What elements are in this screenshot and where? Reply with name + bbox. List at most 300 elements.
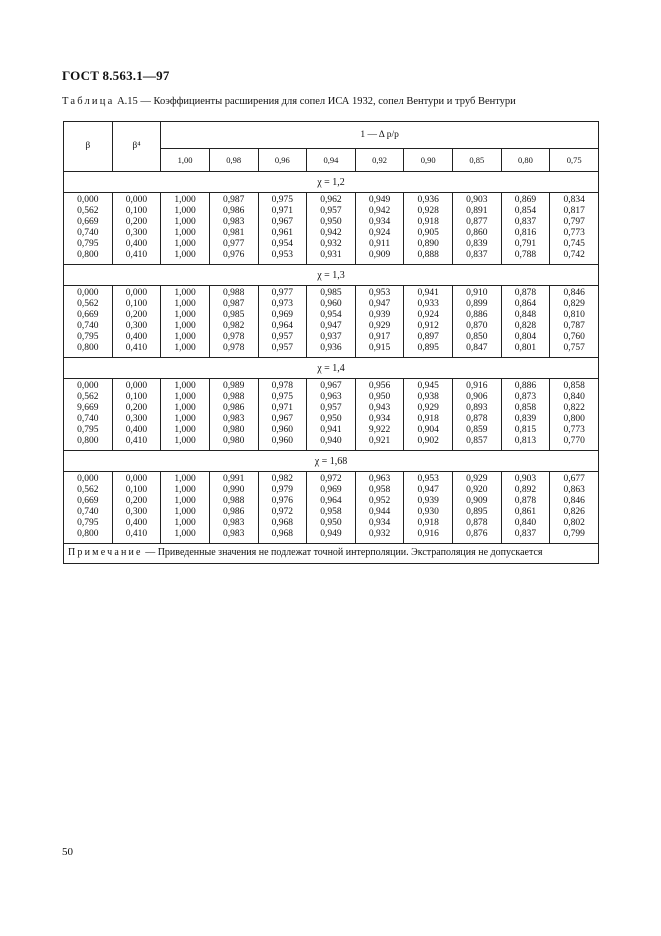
table-cell: 0,977 xyxy=(271,288,293,298)
table-cell: 0,928 xyxy=(417,206,439,216)
table-cell: 0,969 xyxy=(320,485,342,495)
coefficient-column xyxy=(355,472,404,544)
table-cell: 0,915 xyxy=(368,343,391,353)
table-caption-text: А.15 — Коэффициенты расширения для сопел ИСА 1932, сопел Вентури и труб Вентури xyxy=(114,96,516,107)
table-cell: 0,972 xyxy=(320,474,342,484)
table-row xyxy=(64,472,599,544)
table-cell: 0,816 xyxy=(514,228,537,238)
table-cell: 0,742 xyxy=(563,250,585,260)
table-cell: 0,878 xyxy=(466,518,488,528)
table-cell: 0,858 xyxy=(563,381,585,391)
table-cell: 0,934 xyxy=(368,518,391,528)
table-cell: 0,976 xyxy=(223,250,245,260)
table-cell: 0,939 xyxy=(417,496,439,506)
table-cell: 0,983 xyxy=(223,217,245,227)
table-cell: 0,964 xyxy=(271,321,293,331)
table-cell: 0,773 xyxy=(563,425,585,435)
table-cell: 0,904 xyxy=(417,425,439,435)
table-cell: 0,939 xyxy=(368,310,391,320)
table-cell: 0,960 xyxy=(271,425,293,435)
table-cell: 0,800 xyxy=(563,414,585,424)
table-cell: 0,800 xyxy=(77,529,99,539)
table-cell: 1,000 xyxy=(174,288,196,298)
header-ratio: 1,00 xyxy=(161,149,210,172)
table-cell: 0,847 xyxy=(466,343,488,353)
table-cell: 0,890 xyxy=(417,239,439,249)
table-cell: 0,982 xyxy=(271,474,293,484)
coefficient-column xyxy=(307,472,356,544)
table-cell: 0,990 xyxy=(223,485,245,495)
table-cell: 0,932 xyxy=(320,239,342,249)
beta4-column xyxy=(112,472,161,544)
table-cell: 0,972 xyxy=(271,507,293,517)
coefficient-column xyxy=(258,472,307,544)
table-cell: 0,983 xyxy=(223,414,245,424)
table-cell: 0,957 xyxy=(320,206,342,216)
table-cell: 0,858 xyxy=(514,403,537,413)
coefficient-column xyxy=(404,193,453,265)
table-cell: 0,978 xyxy=(223,332,245,342)
table-cell: 1,000 xyxy=(174,239,196,249)
table-cell: 0,200 xyxy=(125,310,148,320)
table-cell: 0,947 xyxy=(368,299,391,309)
table-cell: 0,933 xyxy=(417,299,439,309)
table-cell: 0,911 xyxy=(369,239,391,249)
beta4-column xyxy=(112,379,161,451)
table-cell: 0,957 xyxy=(271,343,293,353)
table-cell: 0,878 xyxy=(514,496,537,506)
page-number: 50 xyxy=(62,846,73,858)
table-cell: 0,988 xyxy=(223,496,245,506)
table-cell: 0,949 xyxy=(368,195,391,205)
table-cell: 0,840 xyxy=(563,392,585,402)
coefficient-column xyxy=(550,379,599,451)
table-cell: 1,000 xyxy=(174,392,196,402)
coefficient-column xyxy=(307,379,356,451)
table-cell: 0,963 xyxy=(320,392,342,402)
table-cell: 0,100 xyxy=(125,392,148,402)
table-cell: 0,949 xyxy=(320,529,342,539)
table-cell: 0,918 xyxy=(417,217,439,227)
table-cell: 0,870 xyxy=(466,321,488,331)
table-cell: 0,200 xyxy=(125,217,148,227)
table-cell: 0,878 xyxy=(466,414,488,424)
table-cell: 0,942 xyxy=(368,206,391,216)
table-cell: 0,829 xyxy=(563,299,585,309)
table-cell: 0,300 xyxy=(125,228,148,238)
table-cell: 0,837 xyxy=(514,217,537,227)
table-cell: 0,909 xyxy=(466,496,488,506)
table-cell: 0,813 xyxy=(514,436,537,446)
table-cell: 1,000 xyxy=(174,485,196,495)
table-cell: 0,562 xyxy=(77,299,99,309)
table-cell: 0,957 xyxy=(320,403,342,413)
table-cell: 0,905 xyxy=(417,228,439,238)
table-cell: 0,991 xyxy=(223,474,245,484)
table-cell: 0,985 xyxy=(223,310,245,320)
table-cell: 0,837 xyxy=(466,250,488,260)
coefficient-column xyxy=(209,286,258,358)
beta4-column xyxy=(112,286,161,358)
coefficient-column xyxy=(501,286,550,358)
table-cell: 1,000 xyxy=(174,343,196,353)
coefficient-column xyxy=(161,379,210,451)
table-cell: 0,863 xyxy=(563,485,585,495)
table-cell: 0,989 xyxy=(223,381,245,391)
table-cell: 0,899 xyxy=(466,299,488,309)
table-cell: 0,791 xyxy=(514,239,537,249)
beta-column xyxy=(64,193,113,265)
table-cell: 0,562 xyxy=(77,485,99,495)
chi-label: χ = 1,4 xyxy=(64,358,599,379)
table-cell: 0,960 xyxy=(271,436,293,446)
table-cell: 0,934 xyxy=(368,217,391,227)
table-cell: 0,770 xyxy=(563,436,585,446)
table-cell: 0,861 xyxy=(514,507,537,517)
table-cell: 0,956 xyxy=(368,381,391,391)
table-cell: 1,000 xyxy=(174,496,196,506)
table-cell: 0,936 xyxy=(320,343,342,353)
table-cell: 0,953 xyxy=(271,250,293,260)
table-cell: 0,892 xyxy=(514,485,537,495)
table-cell: 0,943 xyxy=(368,403,391,413)
table-cell: 0,400 xyxy=(125,239,148,249)
table-note xyxy=(64,544,599,564)
table-cell: 0,986 xyxy=(223,507,245,517)
table-cell: 0,410 xyxy=(125,529,148,539)
table-cell: 0,826 xyxy=(563,507,585,517)
table-cell: 0,941 xyxy=(417,288,439,298)
table-cell: 0,917 xyxy=(368,332,391,342)
coefficient-column xyxy=(355,379,404,451)
table-cell: 0,938 xyxy=(417,392,439,402)
header-beta4: β⁴ xyxy=(112,122,161,172)
table-cell: 0,677 xyxy=(563,474,585,484)
table-cell: 0,967 xyxy=(320,381,342,391)
table-cell: 0,903 xyxy=(514,474,537,484)
table-cell: 0,969 xyxy=(271,310,293,320)
table-cell: 0,893 xyxy=(466,403,488,413)
table-cell: 1,000 xyxy=(174,381,196,391)
table-cell: 0,910 xyxy=(466,288,488,298)
coefficient-column xyxy=(501,379,550,451)
table-cell: 0,934 xyxy=(368,414,391,424)
table-cell: 0,958 xyxy=(320,507,342,517)
table-cell: 0,981 xyxy=(223,228,245,238)
expansion-coefficient-table xyxy=(63,121,599,564)
table-cell: 0,795 xyxy=(77,518,99,528)
table-caption xyxy=(62,96,602,107)
table-cell: 0,985 xyxy=(320,288,342,298)
table-cell: 0,988 xyxy=(223,288,245,298)
table-cell: 1,000 xyxy=(174,217,196,227)
coefficient-column xyxy=(209,472,258,544)
table-cell: 0,978 xyxy=(223,343,245,353)
table-cell: 0,912 xyxy=(417,321,439,331)
table-cell: 0,950 xyxy=(320,414,342,424)
table-cell: 0,562 xyxy=(77,392,99,402)
table-cell: 0,800 xyxy=(77,436,99,446)
table-cell: 0,929 xyxy=(466,474,488,484)
table-cell: 0,954 xyxy=(271,239,293,249)
table-cell: 0,795 xyxy=(77,239,99,249)
table-cell: 0,410 xyxy=(125,436,148,446)
table-cell: 0,804 xyxy=(514,332,537,342)
table-cell: 0,864 xyxy=(514,299,537,309)
table-cell: 0,921 xyxy=(368,436,391,446)
coefficient-column xyxy=(258,286,307,358)
coefficient-column xyxy=(161,193,210,265)
table-cell: 0,953 xyxy=(417,474,439,484)
header-pressure-ratio: 1 — Δ p/p xyxy=(161,122,599,149)
table-cell: 1,000 xyxy=(174,332,196,342)
header-ratio: 0,90 xyxy=(404,149,453,172)
table-cell: 0,978 xyxy=(271,381,293,391)
table-cell: 0,963 xyxy=(368,474,391,484)
table-cell: 0,869 xyxy=(514,195,537,205)
table-cell: 0,906 xyxy=(466,392,488,402)
coefficient-column xyxy=(161,472,210,544)
table-cell: 0,929 xyxy=(417,403,439,413)
document-code: ГОСТ 8.563.1—97 xyxy=(62,68,170,83)
table-cell: 0,942 xyxy=(320,228,342,238)
table-cell: 1,000 xyxy=(174,403,196,413)
table-cell: 0,828 xyxy=(514,321,537,331)
coefficient-column xyxy=(355,193,404,265)
table-cell: 0,897 xyxy=(417,332,439,342)
coefficient-column xyxy=(550,472,599,544)
header-ratio: 0,80 xyxy=(501,149,550,172)
table-cell: 0,983 xyxy=(223,529,245,539)
table-cell: 0,902 xyxy=(417,436,439,446)
table-cell: 0,846 xyxy=(563,288,585,298)
table-cell: 0,920 xyxy=(466,485,488,495)
table-cell: 0,740 xyxy=(77,507,99,517)
chi-section-header xyxy=(64,265,599,286)
table-cell: 0,891 xyxy=(466,206,488,216)
table-cell: 0,100 xyxy=(125,299,148,309)
table-cell: 0,788 xyxy=(514,250,537,260)
chi-section-header xyxy=(64,172,599,193)
table-cell: 0,000 xyxy=(77,195,99,205)
beta-column xyxy=(64,286,113,358)
table-cell: 9,922 xyxy=(368,425,391,435)
coefficient-column xyxy=(404,379,453,451)
chi-label: χ = 1,3 xyxy=(64,265,599,286)
table-cell: 0,846 xyxy=(563,496,585,506)
table-cell: 1,000 xyxy=(174,436,196,446)
table-cell: 0,837 xyxy=(514,529,537,539)
beta-column xyxy=(64,472,113,544)
table-cell: 0,787 xyxy=(563,321,585,331)
table-cell: 0,962 xyxy=(320,195,342,205)
coefficient-column xyxy=(404,472,453,544)
table-cell: 0,740 xyxy=(77,228,99,238)
table-cell: 0,977 xyxy=(223,239,245,249)
table-cell: 0,000 xyxy=(77,288,99,298)
table-head xyxy=(64,122,599,172)
table-cell: 1,000 xyxy=(174,321,196,331)
table-cell: 0,957 xyxy=(271,332,293,342)
table-cell: 0,802 xyxy=(563,518,585,528)
table-cell: 0,801 xyxy=(514,343,537,353)
table-cell: 0,945 xyxy=(417,381,439,391)
table-cell: 0,562 xyxy=(77,206,99,216)
table-cell: 0,987 xyxy=(223,299,245,309)
table-cell: 1,000 xyxy=(174,425,196,435)
chi-label: χ = 1,68 xyxy=(64,451,599,472)
table-cell: 0,958 xyxy=(368,485,391,495)
table-cell: 0,876 xyxy=(466,529,488,539)
table-cell: 0,895 xyxy=(466,507,488,517)
table-cell: 0,947 xyxy=(320,321,342,331)
chi-label: χ = 1,2 xyxy=(64,172,599,193)
table-cell: 0,857 xyxy=(466,436,488,446)
table-cell: 0,795 xyxy=(77,332,99,342)
table-cell: 0,986 xyxy=(223,206,245,216)
table-row xyxy=(64,193,599,265)
table-cell: 0,987 xyxy=(223,195,245,205)
table-cell: 0,815 xyxy=(514,425,537,435)
table-cell: 0,940 xyxy=(320,436,342,446)
table-cell: 0,873 xyxy=(514,392,537,402)
table-cell: 0,200 xyxy=(125,403,148,413)
table-cell: 0,797 xyxy=(563,217,585,227)
table-cell: 0,988 xyxy=(223,392,245,402)
table-cell: 0,918 xyxy=(417,518,439,528)
table-cell: 0,909 xyxy=(368,250,391,260)
table-cell: 0,967 xyxy=(271,414,293,424)
table-cell: 0,968 xyxy=(271,518,293,528)
table-caption-label: Таблица xyxy=(62,96,115,107)
header-ratio: 0,94 xyxy=(307,149,356,172)
table-cell: 0,745 xyxy=(563,239,585,249)
table-cell: 0,000 xyxy=(125,381,148,391)
table-cell: 0,859 xyxy=(466,425,488,435)
table-cell: 0,950 xyxy=(320,217,342,227)
table-cell: 0,854 xyxy=(514,206,537,216)
coefficient-column xyxy=(355,286,404,358)
table-cell: 1,000 xyxy=(174,250,196,260)
chi-section-header xyxy=(64,358,599,379)
coefficient-column xyxy=(209,193,258,265)
table-cell: 0,000 xyxy=(77,381,99,391)
table-cell: 0,773 xyxy=(563,228,585,238)
coefficient-column xyxy=(161,286,210,358)
table-cell: 0,400 xyxy=(125,518,148,528)
coefficient-column xyxy=(209,379,258,451)
beta-column xyxy=(64,379,113,451)
table-cell: 0,967 xyxy=(271,217,293,227)
table-cell: 0,000 xyxy=(125,288,148,298)
table-cell: 0,740 xyxy=(77,414,99,424)
table-cell: 0,760 xyxy=(563,332,585,342)
coefficient-column xyxy=(404,286,453,358)
table-cell: 1,000 xyxy=(174,206,196,216)
table-cell: 0,200 xyxy=(125,496,148,506)
table-cell: 1,000 xyxy=(174,310,196,320)
table-cell: 1,000 xyxy=(174,299,196,309)
table-cell: 0,975 xyxy=(271,195,293,205)
table-cell: 0,669 xyxy=(77,310,99,320)
table-cell: 0,886 xyxy=(466,310,488,320)
coefficient-column xyxy=(453,379,502,451)
coefficient-column xyxy=(453,193,502,265)
table-cell: 0,669 xyxy=(77,496,99,506)
table-cell: 0,817 xyxy=(563,206,585,216)
table-cell: 0,941 xyxy=(320,425,342,435)
table-cell: 0,950 xyxy=(368,392,391,402)
table-cell: 0,930 xyxy=(417,507,439,517)
table-cell: 0,975 xyxy=(271,392,293,402)
table-cell: 0,400 xyxy=(125,425,148,435)
table-cell: 0,822 xyxy=(563,403,585,413)
table-cell: 0,964 xyxy=(320,496,342,506)
table-cell: 0,924 xyxy=(368,228,391,238)
table-cell: 0,834 xyxy=(563,195,585,205)
table-cell: 0,971 xyxy=(271,403,293,413)
beta4-column xyxy=(112,193,161,265)
coefficient-column xyxy=(453,472,502,544)
table-cell: 0,929 xyxy=(368,321,391,331)
table-cell: 0,100 xyxy=(125,206,148,216)
table-cell: 0,000 xyxy=(77,474,99,484)
table-cell: 0,877 xyxy=(466,217,488,227)
table-cell: 0,810 xyxy=(563,310,585,320)
table-cell: 0,903 xyxy=(466,195,488,205)
table-cell: 0,968 xyxy=(271,529,293,539)
table-cell: 0,979 xyxy=(271,485,293,495)
coefficient-column xyxy=(307,286,356,358)
header-beta: β xyxy=(64,122,113,172)
table-cell: 0,960 xyxy=(320,299,342,309)
table-cell: 0,795 xyxy=(77,425,99,435)
note-text: — Приведенные значения не подлежат точной интерполяции. Экстраполяция не допускается xyxy=(142,547,543,558)
table-cell: 0,757 xyxy=(563,343,585,353)
table-cell: 0,931 xyxy=(320,250,342,260)
table-cell: 0,839 xyxy=(466,239,488,249)
coefficient-column xyxy=(453,286,502,358)
table-cell: 0,100 xyxy=(125,485,148,495)
table-cell: 0,971 xyxy=(271,206,293,216)
table-cell: 0,937 xyxy=(320,332,342,342)
table-cell: 0,954 xyxy=(320,310,342,320)
header-ratio: 0,98 xyxy=(209,149,258,172)
table-cell: 0,918 xyxy=(417,414,439,424)
table-cell: 0,669 xyxy=(77,217,99,227)
table-cell: 0,944 xyxy=(368,507,391,517)
table-cell: 0,895 xyxy=(417,343,439,353)
header-ratio: 0,92 xyxy=(355,149,404,172)
coefficient-column xyxy=(258,193,307,265)
table-cell: 0,982 xyxy=(223,321,245,331)
table-cell: 0,947 xyxy=(417,485,439,495)
table-cell: 0,916 xyxy=(417,529,439,539)
table-cell: 0,860 xyxy=(466,228,488,238)
table-cell: 1,000 xyxy=(174,507,196,517)
note-label: Примечание xyxy=(68,547,143,558)
table-cell: 0,936 xyxy=(417,195,439,205)
table-cell: 1,000 xyxy=(174,529,196,539)
table-cell: 0,300 xyxy=(125,414,148,424)
table-cell: 0,800 xyxy=(77,343,99,353)
table-cell: 0,839 xyxy=(514,414,537,424)
table-cell: 0,410 xyxy=(125,343,148,353)
table-cell: 0,932 xyxy=(368,529,391,539)
table-cell: 0,878 xyxy=(514,288,537,298)
table-cell: 0,953 xyxy=(368,288,391,298)
table-cell: 1,000 xyxy=(174,228,196,238)
